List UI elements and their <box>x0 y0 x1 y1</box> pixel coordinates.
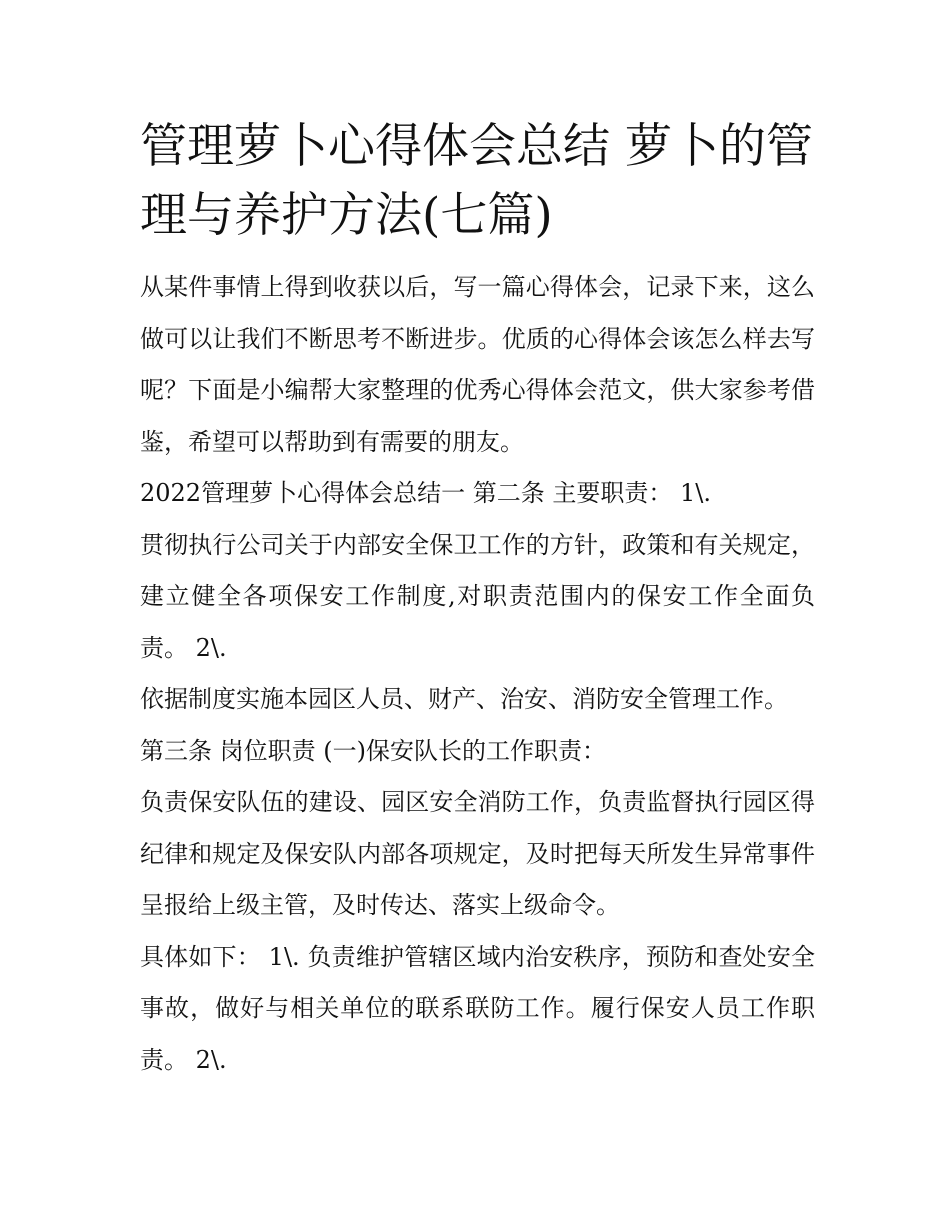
paragraph-captain-duties: 负责保安队伍的建设、园区安全消防工作，负责监督执行园区得纪律和规定及保安队内部各项规定，及时把每天所发生异常事件呈报给上级主管，及时传达、落实上级命令。 <box>140 788 815 919</box>
paragraph-intro: 从某件事情上得到收获以后，写一篇心得体会，记录下来，这么做可以让我们不断思考不断进步。优质的心得体会该怎么样去写呢？下面是小编帮大家整理的优秀心得体会范文，供大家参考借鉴，希望可以帮助到有需要的朋友。 <box>140 273 815 456</box>
document-body <box>140 112 815 1086</box>
paragraph-section-heading: 2022管理萝卜心得体会总结一 第二条 主要职责： 1\. <box>140 479 711 507</box>
paragraph-duty-1: 贯彻执行公司关于内部安全保卫工作的方针，政策和有关规定，建立健全各项保安工作制度,对职责范围内的保安工作全面负责。 2\. <box>140 530 815 662</box>
document-title: 管理萝卜心得体会总结 萝卜的管理与养护方法(七篇) <box>140 119 813 243</box>
paragraph-duty-2: 依据制度实施本园区人员、财产、治安、消防安全管理工作。 <box>140 685 788 713</box>
paragraph-article-3: 第三条 岗位职责 (一)保安队长的工作职责： <box>140 736 606 765</box>
paragraph-details: 具体如下： 1\. 负责维护管辖区域内治安秩序，预防和查处安全事故，做好与相关单位的联系联防工作。履行保安人员工作职责。 2\. <box>140 942 815 1074</box>
